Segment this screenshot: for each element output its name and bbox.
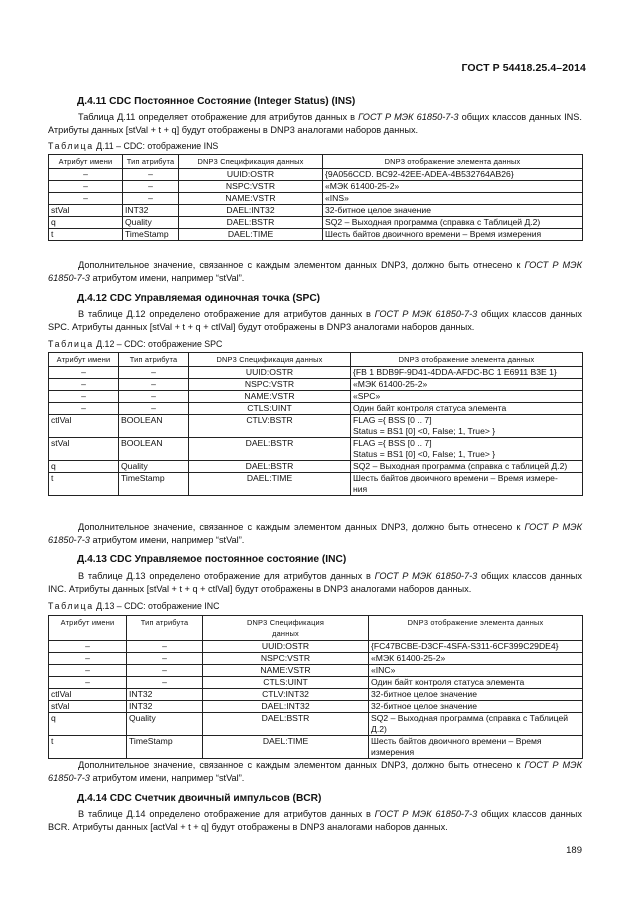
table-row (49, 473, 583, 496)
table-row (49, 391, 583, 403)
table-cell: – (49, 665, 127, 677)
table-cell: – (119, 391, 189, 403)
table-caption-d12: Таблица Д.12 – CDC: отображение SPC (48, 339, 223, 349)
section-paragraph-d413: В таблице Д.13 определено отображение для атрибутов данных в ГОСТ Р МЭК 61850-7-3 общих классов данных INC. Атрибуты данных [stVal + t + q + ctlVal] будут отображены в DNP3 аналогами наборов данных. (48, 571, 582, 594)
table-row (49, 438, 583, 461)
table-cell: UUID:OSTR (189, 367, 351, 379)
table-row (49, 403, 583, 415)
table-cell: – (49, 391, 119, 403)
table-cell: stVal (49, 438, 119, 461)
table-row (49, 229, 583, 241)
table-cell: t (49, 736, 127, 759)
section-paragraph-d414: В таблице Д.14 определено отображение для атрибутов данных в ГОСТ Р МЭК 61850-7-3 общих классов данных BCR. Атрибуты данных [actVal + t + q] будут отображены в DNP3 аналогами наборов данных. (48, 809, 582, 832)
table-cell: Один байт контроля статуса элемента (351, 403, 583, 415)
table-header-row (49, 353, 583, 367)
table-cell: TimeStamp (127, 736, 203, 759)
table-row (49, 205, 583, 217)
standard-reference: ГОСТ Р МЭК 61850-7-3 (374, 571, 478, 581)
column-header: DNP3 Спецификация данных (203, 616, 369, 641)
standard-header: ГОСТ Р 54418.25.4–2014 (461, 62, 586, 74)
table-cell: DAEL:BSTR (179, 217, 323, 229)
note-paragraph-d412: Дополнительное значение, связанное с каждым элементом данных DNP3, должно быть отнесено к ГОСТ Р МЭК 61850-7-3 атрибутом имени, например “stVal”. (48, 522, 582, 545)
table-caption-d11: Таблица Д.11 – CDC: отображение INS (48, 141, 219, 151)
section-paragraph-d412: В таблице Д.12 определено отображение для атрибутов данных в ГОСТ Р МЭК 61850-7-3 общих классов данных SPC. Атрибуты данных [stVal + t + q + ctlVal] будут отображены в DNP3 аналогами наборов данных. (48, 309, 582, 332)
table-cell: Шесть байтов двоичного времени – Время измерения (369, 736, 583, 759)
table-cell: – (123, 169, 179, 181)
table-cell: «SPC» (351, 391, 583, 403)
table-row (49, 689, 583, 701)
table-d13 (48, 615, 583, 759)
table-cell: «МЭК 61400-25-2» (323, 181, 583, 193)
table-cell: – (49, 193, 123, 205)
table-cell: – (119, 379, 189, 391)
table-row (49, 736, 583, 759)
section-paragraph-d411: Таблица Д.11 определяет отображение для атрибутов данных в ГОСТ Р МЭК 61850-7-3 общих классов данных INS. Атрибуты данных [stVal + t + q] будут отображены в DNP3 аналогами наборов данных. (48, 112, 582, 135)
column-header: DNP3 отображение элемента данных (323, 155, 583, 169)
column-header: DNP3 отображение элемента данных (351, 353, 583, 367)
table-cell: – (123, 193, 179, 205)
standard-reference: ГОСТ Р МЭК 61850-7-3 (48, 260, 582, 283)
table-cell: {FB 1 BDB9F-9D41-4DDA-AFDC-BC 1 E6911 B3E 1} (351, 367, 583, 379)
table-cell: DAEL:BSTR (189, 461, 351, 473)
table-cell: INT32 (127, 701, 203, 713)
column-header: Атрибут имени (49, 616, 127, 641)
table-cell: NAME:VSTR (189, 391, 351, 403)
table-cell: NSPC:VSTR (179, 181, 323, 193)
table-cell: INT32 (127, 689, 203, 701)
standard-reference: ГОСТ Р МЭК 61850-7-3 (48, 522, 582, 545)
column-header: Тип атрибута (127, 616, 203, 641)
section-heading-d412: Д.4.12 CDC Управляемая одиночная точка (SPC) (77, 293, 321, 304)
table-cell: – (49, 169, 123, 181)
table-cell: TimeStamp (119, 473, 189, 496)
table-cell: «INS» (323, 193, 583, 205)
table-cell: – (49, 641, 127, 653)
table-row (49, 677, 583, 689)
table-cell: SQ2 – Выходная программа (справка с Таблицей Д.2) (369, 713, 583, 736)
table-cell: DAEL:TIME (189, 473, 351, 496)
column-header: DNP3 отображение элемента данных (369, 616, 583, 641)
table-cell: CTLV:INT32 (203, 689, 369, 701)
table-row (49, 193, 583, 205)
table-cell: 32-битное целое значение (369, 689, 583, 701)
table-cell: CTLV:BSTR (189, 415, 351, 438)
table-cell: – (127, 653, 203, 665)
standard-reference: ГОСТ Р МЭК 61850-7-3 (358, 112, 459, 122)
table-cell: Quality (127, 713, 203, 736)
table-cell: ctlVal (49, 689, 127, 701)
table-row (49, 653, 583, 665)
column-header: DNP3 Спецификация данных (179, 155, 323, 169)
table-cell: FLAG ={ BSS [0 .. 7] Status = BS1 [0] <0, False; 1, True> } (351, 438, 583, 461)
table-cell: «INC» (369, 665, 583, 677)
table-cell: – (49, 677, 127, 689)
table-cell: DAEL:BSTR (189, 438, 351, 461)
table-cell: – (49, 367, 119, 379)
standard-reference: ГОСТ Р МЭК 61850-7-3 (374, 809, 478, 819)
table-row (49, 461, 583, 473)
table-cell: Один байт контроля статуса элемента (369, 677, 583, 689)
standard-reference: ГОСТ Р МЭК 61850-7-3 (374, 309, 478, 319)
table-cell: NAME:VSTR (203, 665, 369, 677)
table-cell: – (49, 181, 123, 193)
table-cell: CTLS:UINT (203, 677, 369, 689)
table-cell: NAME:VSTR (179, 193, 323, 205)
table-cell: q (49, 217, 123, 229)
table-cell: 32-битное целое значение (369, 701, 583, 713)
column-header: Атрибут имени (49, 353, 119, 367)
table-cell: UUID:OSTR (203, 641, 369, 653)
table-cell: BOOLEAN (119, 438, 189, 461)
table-cell: DAEL:INT32 (203, 701, 369, 713)
table-caption-d13: Таблица Д.13 – CDC: отображение INC (48, 601, 220, 611)
table-cell: 32-битное целое значение (323, 205, 583, 217)
table-header-row (49, 155, 583, 169)
column-header: Тип атрибута (119, 353, 189, 367)
table-cell: – (49, 403, 119, 415)
table-cell: DAEL:INT32 (179, 205, 323, 217)
table-row (49, 217, 583, 229)
table-cell: – (119, 367, 189, 379)
table-cell: Quality (119, 461, 189, 473)
table-header-row (49, 616, 583, 641)
table-cell: SQ2 – Выходная программа (справка с таблицей Д.2) (351, 461, 583, 473)
table-cell: {FC47BCBE-D3CF-4SFA-S311-6CF399C29DE4} (369, 641, 583, 653)
table-row (49, 181, 583, 193)
page-number: 189 (566, 845, 582, 856)
table-cell: Шесть байтов двоичного времени – Время измере- ния (351, 473, 583, 496)
column-header: Атрибут имени (49, 155, 123, 169)
table-row (49, 665, 583, 677)
table-cell: {9A056CCD. BC92-42EE-ADEA-4B532764AB26} (323, 169, 583, 181)
table-cell: DAEL:TIME (203, 736, 369, 759)
section-heading-d413: Д.4.13 CDC Управляемое постоянное состояние (INC) (77, 554, 347, 565)
table-cell: UUID:OSTR (179, 169, 323, 181)
note-paragraph-d411: Дополнительное значение, связанное с каждым элементом данных DNP3, должно быть отнесено к ГОСТ Р МЭК 61850-7-3 атрибутом имени, например “stVal”. (48, 260, 582, 283)
table-cell: «МЭК 61400-25-2» (369, 653, 583, 665)
table-cell: – (123, 181, 179, 193)
table-cell: «МЭК 61400-25-2» (351, 379, 583, 391)
table-cell: CTLS:UINT (189, 403, 351, 415)
table-cell: – (127, 641, 203, 653)
note-paragraph-d413: Дополнительное значение, связанное с каждым элементом данных DNP3, должно быть отнесено к ГОСТ Р МЭК 61850-7-3 атрибутом имени, например “stVal”. (48, 760, 582, 783)
table-row (49, 641, 583, 653)
table-cell: SQ2 – Выходная программа (справка с Таблицей Д.2) (323, 217, 583, 229)
table-cell: – (127, 677, 203, 689)
table-row (49, 713, 583, 736)
table-cell: ctlVal (49, 415, 119, 438)
table-d11 (48, 154, 583, 241)
section-heading-d414: Д.4.14 CDC Счетчик двоичный импульсов (BCR) (77, 793, 322, 804)
table-cell: – (49, 653, 127, 665)
standard-reference: ГОСТ Р МЭК 61850-7-3 (48, 760, 582, 783)
table-row (49, 367, 583, 379)
table-cell: – (127, 665, 203, 677)
table-d12 (48, 352, 583, 496)
table-cell: – (49, 379, 119, 391)
table-cell: stVal (49, 701, 127, 713)
table-cell: INT32 (123, 205, 179, 217)
section-heading-d411: Д.4.11 CDC Постоянное Состояние (Integer Status) (INS) (77, 96, 356, 107)
table-cell: q (49, 461, 119, 473)
table-row (49, 701, 583, 713)
table-cell: t (49, 229, 123, 241)
table-cell: DAEL:TIME (179, 229, 323, 241)
table-cell: Шесть байтов двоичного времени – Время измерения (323, 229, 583, 241)
table-row (49, 415, 583, 438)
column-header: DNP3 Спецификация данных (189, 353, 351, 367)
table-cell: stVal (49, 205, 123, 217)
table-row (49, 379, 583, 391)
table-cell: FLAG ={ BSS [0 .. 7] Status = BS1 [0] <0, False; 1, True> } (351, 415, 583, 438)
table-cell: – (119, 403, 189, 415)
table-cell: t (49, 473, 119, 496)
table-cell: NSPC:VSTR (203, 653, 369, 665)
table-cell: Quality (123, 217, 179, 229)
table-cell: TimeStamp (123, 229, 179, 241)
table-cell: DAEL:BSTR (203, 713, 369, 736)
column-header: Тип атрибута (123, 155, 179, 169)
table-cell: NSPC:VSTR (189, 379, 351, 391)
table-cell: BOOLEAN (119, 415, 189, 438)
table-cell: q (49, 713, 127, 736)
table-row (49, 169, 583, 181)
